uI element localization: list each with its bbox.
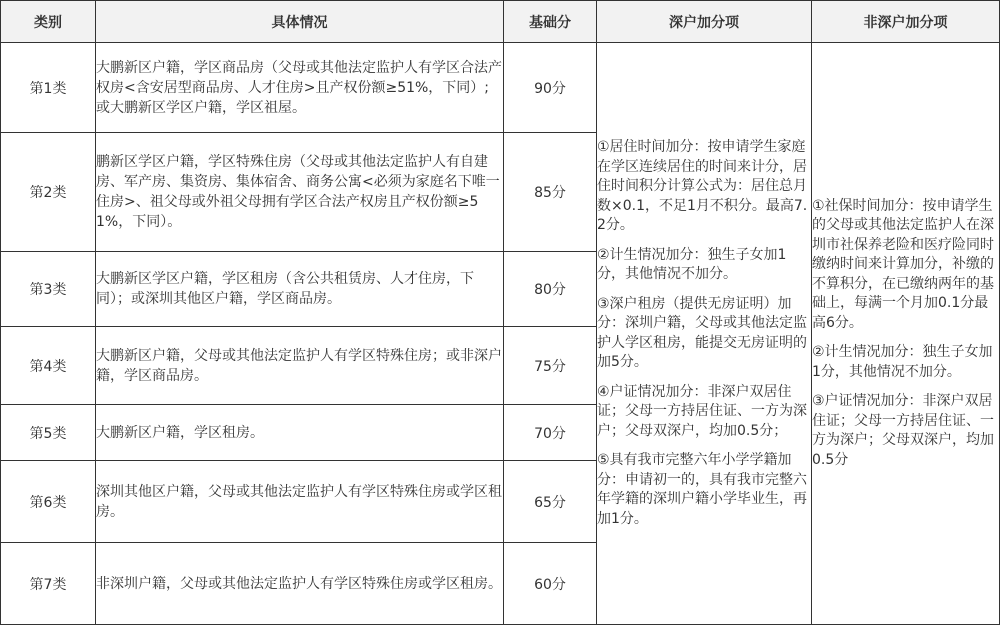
- header-row: [1, 1, 1000, 43]
- category-cell: 第1类: [1, 43, 96, 133]
- detail-cell: 大鹏新区学区户籍，学区租房（含公共租赁房、人才住房，下同）；或深圳其他区户籍，学区商品房。: [96, 252, 504, 327]
- base-score-cell: 75分: [504, 327, 597, 405]
- non-shenzhen-bonus-item: ①社保时间加分：按申请学生的父母或其他法定监护人在深圳市社保养老险和医疗险同时缴纳时间来计算加分，补缴的不算积分，在已缴纳两年的基础上，每满一个月加0.1分最高6分。: [812, 197, 994, 331]
- shenzhen-bonus-item: ③深户租房（提供无房证明）加分：深圳户籍，父母或其他法定监护人学区租房，能提交无房证明的加5分。: [597, 295, 807, 370]
- base-score-cell: 60分: [504, 543, 597, 625]
- detail-cell: 非深圳户籍，父母或其他法定监护人有学区特殊住房或学区租房。: [96, 543, 504, 625]
- detail-cell: 大鹏新区户籍，父母或其他法定监护人有学区特殊住房；或非深户籍，学区商品房。: [96, 327, 504, 405]
- non-shenzhen-bonus-item: ③户证情况加分：非深户双居住证；父母一方持居住证、一方为深户；父母双深户，均加0.5分: [812, 393, 994, 468]
- base-score-cell: 90分: [504, 43, 597, 133]
- header-non-shenzhen-bonus: 非深户加分项: [812, 1, 1000, 43]
- table-row: [1, 43, 1000, 133]
- non-shenzhen-bonus-cell: [812, 43, 1000, 625]
- category-cell: 第7类: [1, 543, 96, 625]
- category-cell: 第6类: [1, 461, 96, 543]
- shenzhen-bonus-item: ①居住时间加分：按申请学生家庭在学区连续居住的时间来计分，居住时间积分计算公式为：居住总月数×0.1，不足1月不积分。最高7.2分。: [597, 139, 808, 233]
- category-cell: 第4类: [1, 327, 96, 405]
- base-score-cell: 70分: [504, 405, 597, 461]
- header-base-score: 基础分: [504, 1, 597, 43]
- detail-cell: 深圳其他区户籍，父母或其他法定监护人有学区特殊住房或学区租房。: [96, 461, 504, 543]
- header-category: 类别: [1, 1, 96, 43]
- shenzhen-bonus-cell: [597, 43, 812, 625]
- shenzhen-bonus-item: ④户证情况加分：非深户双居住证；父母一方持居住证、一方为深户；父母双深户，均加0.5分；: [597, 383, 807, 439]
- shenzhen-bonus-item: ②计生情况加分：独生子女加1分，其他情况不加分。: [597, 246, 787, 282]
- non-shenzhen-bonus-item: ②计生情况加分：独生子女加1分，其他情况不加分。: [812, 344, 993, 380]
- category-cell: 第2类: [1, 133, 96, 252]
- category-cell: 第5类: [1, 405, 96, 461]
- detail-cell: 大鹏新区户籍，学区商品房（父母或其他法定监护人有学区合法产权房<含安居型商品房、人才住房>且产权份额≥51%，下同）;或大鹏新区学区户籍，学区祖屋。: [96, 43, 504, 133]
- category-cell: 第3类: [1, 252, 96, 327]
- detail-cell: 鹏新区学区户籍，学区特殊住房（父母或其他法定监护人有自建房、军产房、集资房、集体宿舍、商务公寓<必须为家庭名下唯一住房>、祖父母或外祖父母拥有学区合法产权房且产权份额≥51%，下同）。: [96, 133, 504, 252]
- header-shenzhen-bonus: 深户加分项: [597, 1, 812, 43]
- base-score-cell: 80分: [504, 252, 597, 327]
- detail-cell: 大鹏新区户籍，学区租房。: [96, 405, 504, 461]
- shenzhen-bonus-item: ⑤具有我市完整六年小学学籍加分：申请初一的，具有我市完整六年学籍的深圳户籍小学毕业生，再加1分。: [597, 452, 807, 527]
- base-score-cell: 85分: [504, 133, 597, 252]
- header-detail: 具体情况: [96, 1, 504, 43]
- base-score-cell: 65分: [504, 461, 597, 543]
